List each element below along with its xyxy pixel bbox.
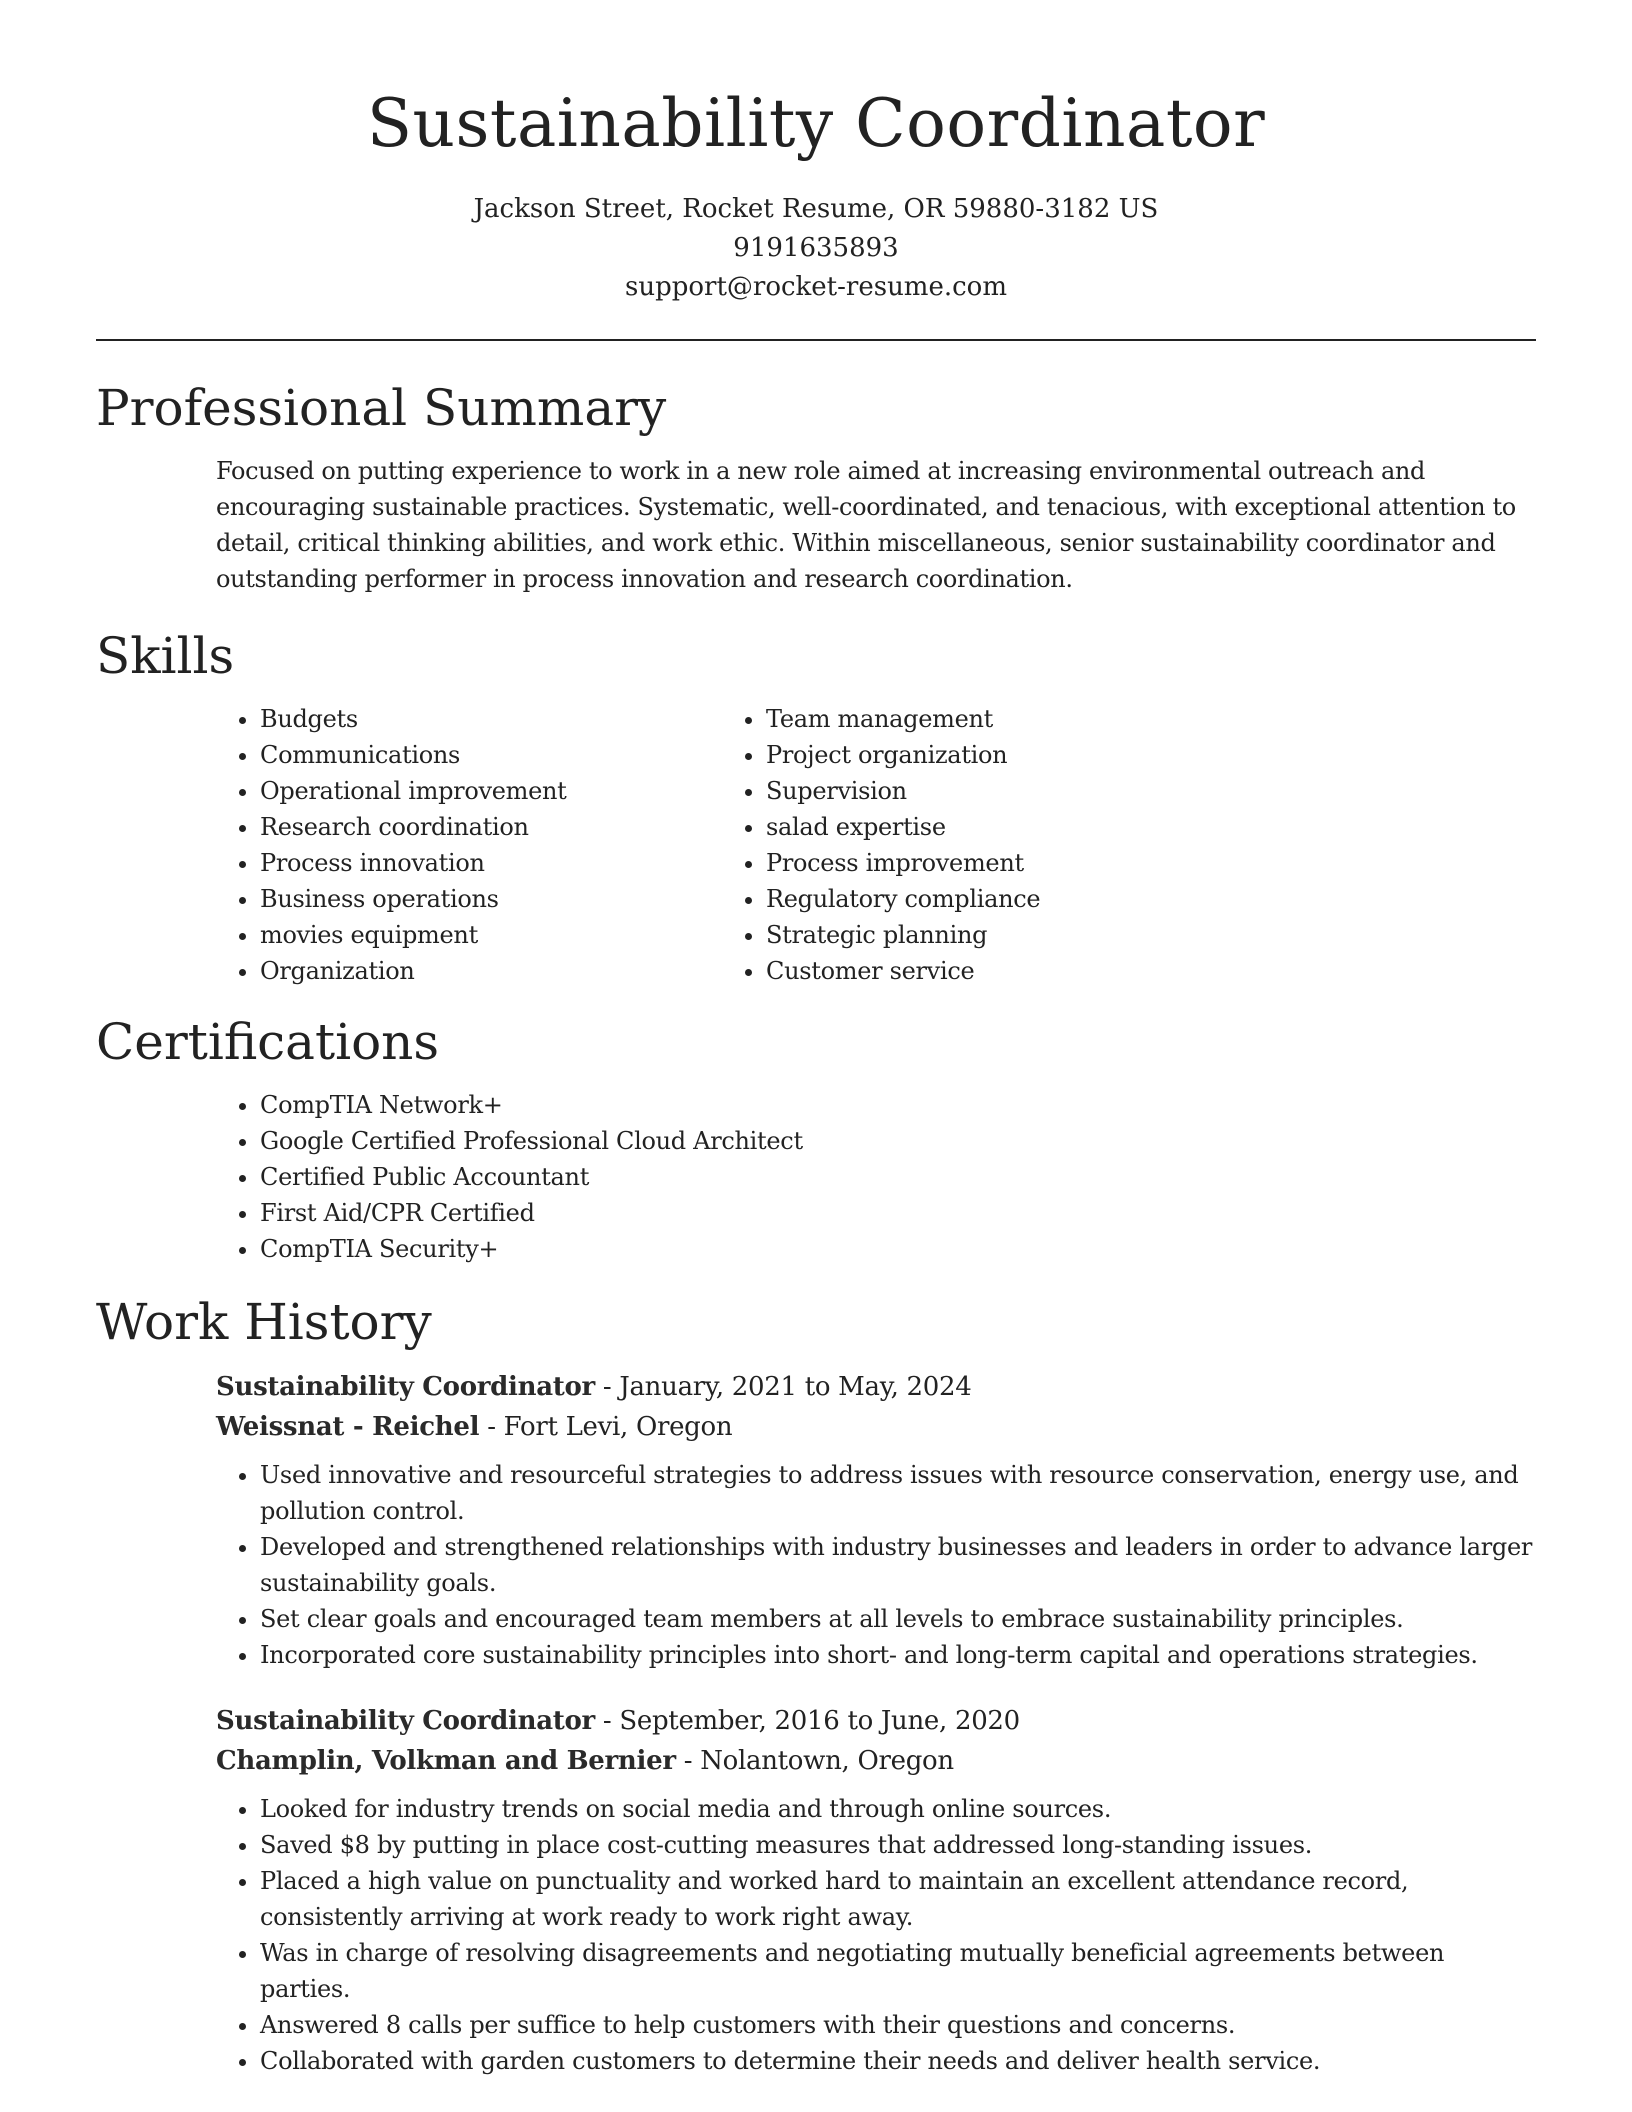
job-title: Sustainability Coordinator [216, 1706, 595, 1736]
skill-item: • Process improvement [766, 845, 1416, 881]
certification-item: • CompTIA Network+ [260, 1087, 1536, 1123]
skill-item: • Budgets [260, 701, 910, 737]
job-title-line [216, 1367, 1536, 1407]
skill-item: • Supervision [766, 773, 1416, 809]
job-bullet: • Used innovative and resourceful strategies to address issues with resource conservation, energy use, and pollution control. [260, 1457, 1536, 1529]
skill-item: • Team management [766, 701, 1416, 737]
skill-item: • Research coordination [260, 809, 910, 845]
separator: - [683, 1746, 693, 1776]
skill-item: • movies equipment [260, 917, 910, 953]
resume-title: Sustainability Coordinator [366, 85, 1266, 162]
job-bullet: • Answered 8 calls per suffice to help customers with their questions and concerns. [260, 2007, 1536, 2043]
job-dates: January, 2021 to May, 2024 [619, 1372, 972, 1402]
job-title: Sustainability Coordinator [216, 1372, 595, 1402]
skill-item: • Process innovation [260, 845, 910, 881]
job-bullet: • Developed and strengthened relationships with industry businesses and leaders in order to advance larger sustainability goals. [260, 1529, 1536, 1601]
certification-item: • Google Certified Professional Cloud Architect [260, 1123, 1536, 1159]
resume-header [96, 80, 1536, 307]
skills-section [96, 623, 1536, 989]
job-dates: September, 2016 to June, 2020 [619, 1706, 1020, 1736]
job-company-line [216, 1741, 1536, 1781]
skills-list-right [766, 701, 1416, 989]
skills-heading: Skills [96, 627, 235, 685]
job-bullets [216, 1457, 1536, 1673]
skill-item: • Regulatory compliance [766, 881, 1416, 917]
certification-item: • CompTIA Security+ [260, 1231, 1536, 1267]
certifications-list [96, 1087, 1536, 1267]
skill-item: • Operational improvement [260, 773, 910, 809]
skills-columns [96, 701, 1536, 989]
certification-item: • Certified Public Accountant [260, 1159, 1536, 1195]
certifications-section [96, 1009, 1536, 1267]
skill-item: • salad expertise [766, 809, 1416, 845]
skill-item: • Customer service [766, 953, 1416, 989]
job-company-line [216, 1407, 1536, 1447]
separator: - [602, 1706, 612, 1736]
job-bullet: • Saved $8 by putting in place cost-cutting measures that addressed long-standing issues. [260, 1827, 1536, 1863]
work-history-section [96, 1289, 1536, 2079]
summary-heading: Professional Summary [96, 379, 667, 437]
job-title-line [216, 1701, 1536, 1741]
header-divider [96, 339, 1536, 341]
job-company: Weissnat - Reichel [216, 1412, 480, 1442]
skill-item: • Communications [260, 737, 910, 773]
job-bullet: • Looked for industry trends on social media and through online sources. [260, 1791, 1536, 1827]
job-bullet: • Placed a high value on punctuality and worked hard to maintain an excellent attendance record, consistently arriving at work ready to work right away. [260, 1863, 1536, 1935]
certification-item: • First Aid/CPR Certified [260, 1195, 1536, 1231]
job-location: Nolantown, Oregon [700, 1746, 954, 1776]
job-location: Fort Levi, Oregon [503, 1412, 733, 1442]
job-bullets [216, 1791, 1536, 2079]
skill-item: • Strategic planning [766, 917, 1416, 953]
work-history-heading: Work History [96, 1293, 432, 1351]
email: support@rocket-resume.com [624, 272, 1007, 302]
separator: - [602, 1372, 612, 1402]
job-company: Champlin, Volkman and Bernier [216, 1746, 676, 1776]
skill-item: • Organization [260, 953, 910, 989]
contact-info [96, 190, 1536, 307]
job-bullet: • Set clear goals and encouraged team members at all levels to embrace sustainability principles. [260, 1601, 1536, 1637]
address: Jackson Street, Rocket Resume, OR 59880-3182 US [473, 194, 1159, 224]
job-bullet: • Incorporated core sustainability principles into short- and long-term capital and operations strategies. [260, 1637, 1536, 1673]
phone: 9191635893 [733, 233, 899, 263]
job-bullet: • Was in charge of resolving disagreements and negotiating mutually beneficial agreements between parties. [260, 1935, 1536, 2007]
job-entry [216, 1367, 1536, 1673]
summary-section [96, 375, 1536, 597]
skill-item: • Business operations [260, 881, 910, 917]
skill-item: • Project organization [766, 737, 1416, 773]
summary-text: Focused on putting experience to work in a new role aimed at increasing environmental outreach and encouraging sustainable practices. Systematic, well-coordinated, and tenacious, with exceptional attention to detail, critical thinking abilities, and work ethic. Within miscellaneous, senior sustainability coordinator and outstanding performer in process innovation and research coordination. [216, 457, 1516, 593]
separator: - [487, 1412, 496, 1442]
certifications-heading: Certifications [96, 1013, 440, 1071]
job-entry [216, 1701, 1536, 2079]
job-bullet: • Collaborated with garden customers to determine their needs and deliver health service. [260, 2043, 1536, 2079]
